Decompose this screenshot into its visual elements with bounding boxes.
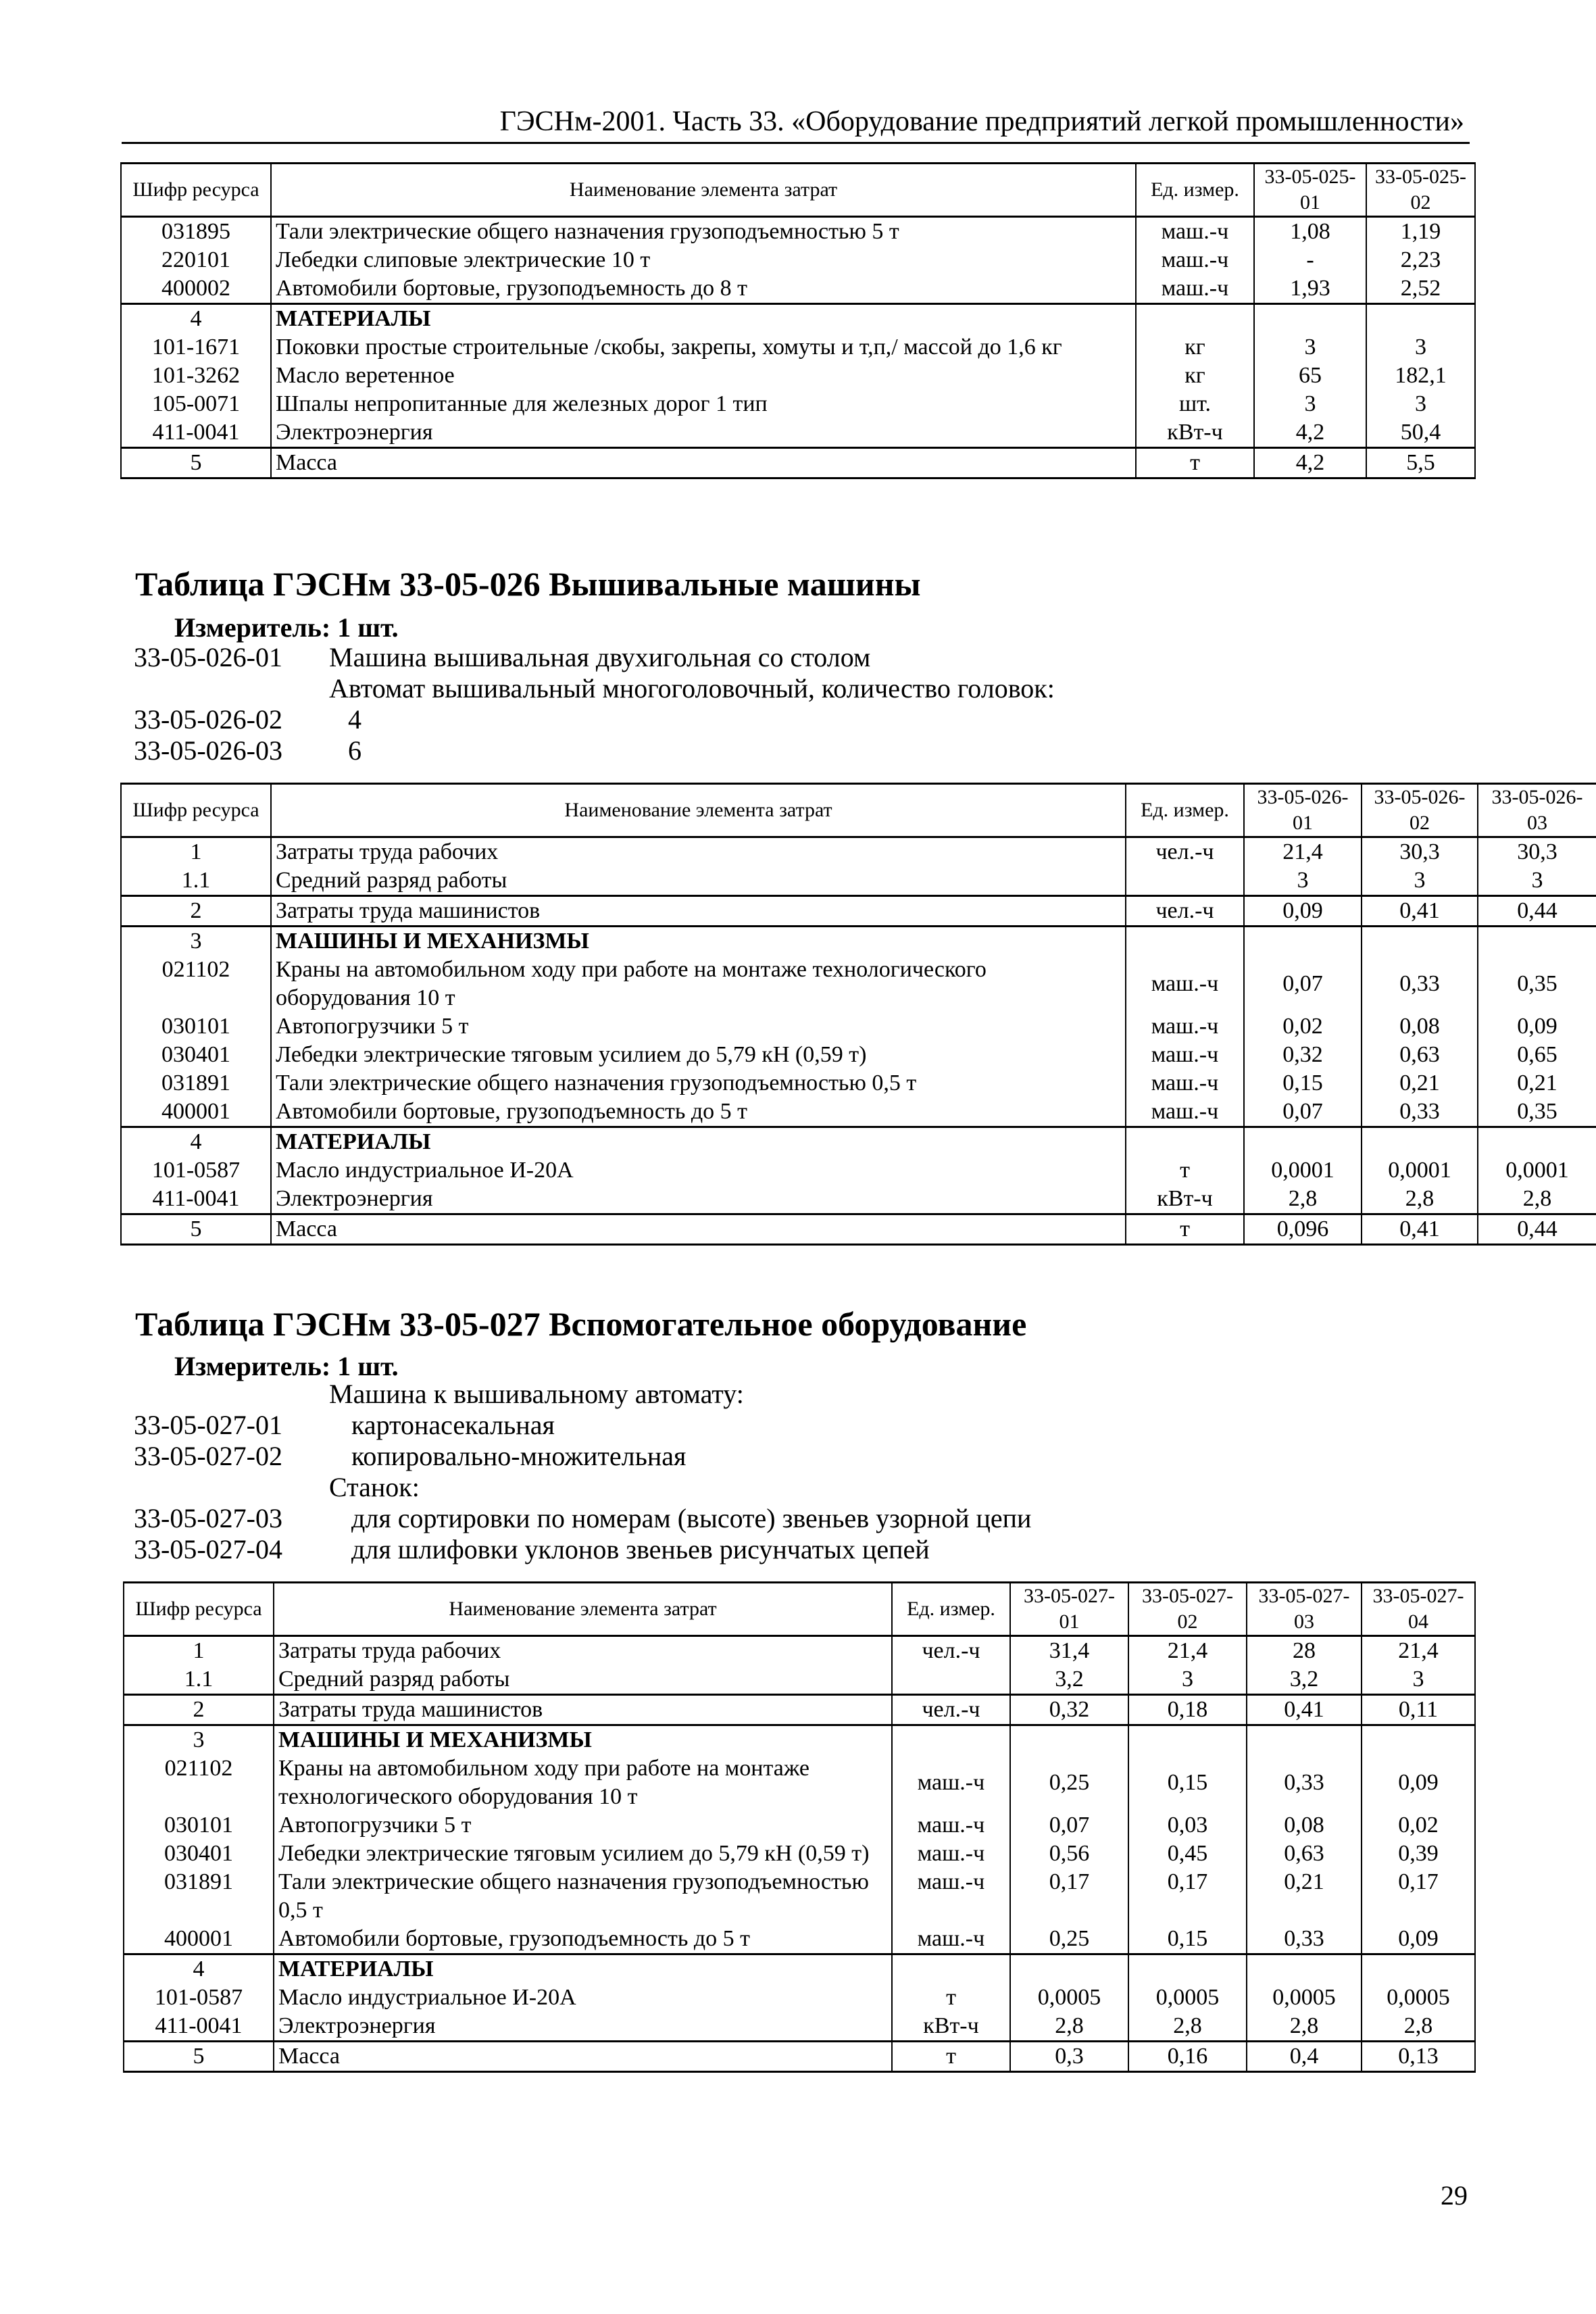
- cell-value: 0,17: [1010, 1868, 1128, 1925]
- cell-code: 1.1: [121, 866, 271, 896]
- table-row-section: [121, 927, 1596, 956]
- cell-value: 1,93: [1254, 274, 1366, 304]
- cell-unit: чел.-ч: [1126, 837, 1244, 867]
- cell-value: [1247, 1954, 1362, 1984]
- cell-value: 1,19: [1366, 217, 1475, 247]
- cell-value: 0,21: [1362, 1069, 1478, 1098]
- page-number: 29: [1441, 2180, 1468, 2211]
- table-row: [124, 1840, 1475, 1868]
- variant-code: 33-05-026-01: [134, 642, 282, 672]
- cell-value: 5,5: [1366, 448, 1475, 478]
- cell-value: 0,33: [1247, 1925, 1362, 1954]
- cell-name: Поковки простые строительные /скобы, закрепы, хомуты и т,п,/ массой до 1,6 кг: [271, 333, 1136, 362]
- table-row: [121, 1185, 1596, 1214]
- cell-value: 0,33: [1362, 956, 1478, 1012]
- variant-text: 6: [348, 735, 361, 766]
- cell-value: 0,0005: [1128, 1984, 1247, 2012]
- variant-text: Машина вышивальная двухигольная со столом: [329, 642, 871, 672]
- variant-text: копировально-множительная: [351, 1441, 687, 1471]
- cell-value: 0,08: [1362, 1012, 1478, 1041]
- table-row: [121, 390, 1475, 418]
- header-cell-unit: Ед. измер.: [1136, 164, 1254, 217]
- cell-value: 2,8: [1244, 1185, 1362, 1214]
- cell-code: 411-0041: [121, 1185, 271, 1214]
- cell-value: 0,32: [1244, 1041, 1362, 1069]
- variant-code: 33-05-026-03: [134, 735, 282, 766]
- table-row: [124, 1925, 1475, 1954]
- cell-value: 0,45: [1128, 1840, 1247, 1868]
- cell-code: 031891: [121, 1069, 271, 1098]
- table-33-05-025: [120, 162, 1476, 479]
- cell-value: 21,4: [1362, 1636, 1475, 1666]
- cell-code: 030401: [121, 1041, 271, 1069]
- header-cell-code: Шифр ресурса: [121, 784, 271, 837]
- cell-name: Краны на автомобильном ходу при работе на монтаже технологического оборудования 10 т: [274, 1754, 892, 1811]
- variant-code: 33-05-027-01: [134, 1410, 282, 1440]
- variant-text: картонасекальная: [351, 1410, 555, 1440]
- cell-code: 2: [121, 896, 271, 927]
- cell-value: 3: [1366, 390, 1475, 418]
- cell-code: 2: [124, 1695, 274, 1725]
- cell-value: 0,35: [1478, 956, 1596, 1012]
- cell-value: 0,32: [1010, 1695, 1128, 1725]
- cell-value: 3: [1478, 866, 1596, 896]
- cell-value: 21,4: [1128, 1636, 1247, 1666]
- cell-name: Электроэнергия: [271, 1185, 1126, 1214]
- cell-value: 0,13: [1362, 2042, 1475, 2072]
- table-row: [124, 1636, 1475, 1666]
- cell-unit: кВт-ч: [1126, 1185, 1244, 1214]
- table-row: [124, 1811, 1475, 1840]
- running-header: [122, 101, 1470, 144]
- cell-value: [1366, 304, 1475, 334]
- cell-value: 0,41: [1362, 896, 1478, 927]
- cell-code: 1.1: [124, 1665, 274, 1695]
- cell-value: 3,2: [1010, 1665, 1128, 1695]
- table-row: [124, 1665, 1475, 1695]
- table-header-row: [121, 164, 1475, 217]
- cell-value: 0,17: [1128, 1868, 1247, 1925]
- section-heading: МАТЕРИАЛЫ: [271, 1127, 1126, 1157]
- cell-value: 0,08: [1247, 1811, 1362, 1840]
- cell-code: 101-0587: [124, 1984, 274, 2012]
- cell-code: 400001: [124, 1925, 274, 1954]
- table-33-05-026: [120, 783, 1596, 1246]
- cell-unit: [1126, 927, 1244, 956]
- cell-unit: маш.-ч: [892, 1811, 1010, 1840]
- variant-text: Машина к вышивальному автомату:: [329, 1379, 744, 1409]
- cell-value: [1010, 1954, 1128, 1984]
- cell-value: 2,8: [1362, 2012, 1475, 2042]
- cell-value: 0,21: [1478, 1069, 1596, 1098]
- cell-value: 28: [1247, 1636, 1362, 1666]
- cell-code: 3: [121, 927, 271, 956]
- cell-code: 030401: [124, 1840, 274, 1868]
- table-row-section: [124, 1954, 1475, 1984]
- cell-value: 0,0001: [1362, 1156, 1478, 1185]
- cell-unit: маш.-ч: [1126, 1012, 1244, 1041]
- cell-code: 030101: [121, 1012, 271, 1041]
- cell-value: 0,63: [1247, 1840, 1362, 1868]
- cell-name: Автомобили бортовые, грузоподъемность до 5 т: [274, 1925, 892, 1954]
- cell-value: 30,3: [1478, 837, 1596, 867]
- table-row: [121, 1012, 1596, 1041]
- cell-value: 0,02: [1362, 1811, 1475, 1840]
- cell-value: 0,15: [1128, 1925, 1247, 1954]
- cell-name: Масса: [274, 2042, 892, 2072]
- cell-value: 31,4: [1010, 1636, 1128, 1666]
- table-row: [121, 418, 1475, 448]
- cell-unit: маш.-ч: [892, 1868, 1010, 1925]
- cell-value: 182,1: [1366, 362, 1475, 390]
- section-heading: МАШИНЫ И МЕХАНИЗМЫ: [274, 1725, 892, 1755]
- header-cell-col1: 33-05-026-01: [1244, 784, 1362, 837]
- cell-name: Масло веретенное: [271, 362, 1136, 390]
- cell-value: [1010, 1725, 1128, 1755]
- cell-code: 1: [124, 1636, 274, 1666]
- cell-value: 4,2: [1254, 418, 1366, 448]
- table-row: [121, 217, 1475, 247]
- cell-name: Краны на автомобильном ходу при работе на монтаже технологического оборудования 10 т: [271, 956, 1126, 1012]
- cell-unit: [892, 1954, 1010, 1984]
- cell-value: 3: [1254, 390, 1366, 418]
- cell-value: 0,17: [1362, 1868, 1475, 1925]
- cell-value: 3: [1362, 1665, 1475, 1695]
- cell-name: Затраты труда машинистов: [271, 896, 1126, 927]
- variant-code: 33-05-026-02: [134, 704, 282, 735]
- table-row: [121, 896, 1596, 927]
- cell-code: 021102: [124, 1754, 274, 1811]
- cell-unit: маш.-ч: [1126, 1069, 1244, 1098]
- cell-unit: маш.-ч: [892, 1840, 1010, 1868]
- cell-name: Автомобили бортовые, грузоподъемность до 5 т: [271, 1098, 1126, 1127]
- cell-value: 50,4: [1366, 418, 1475, 448]
- cell-code: 4: [121, 1127, 271, 1157]
- variant-text: для шлифовки уклонов звеньев рисунчатых цепей: [351, 1534, 930, 1565]
- cell-unit: т: [1126, 1214, 1244, 1245]
- cell-value: [1247, 1725, 1362, 1755]
- table-33-05-027: [123, 1581, 1476, 2073]
- table-row-section: [121, 304, 1475, 334]
- cell-value: -: [1254, 246, 1366, 274]
- cell-value: 0,03: [1128, 1811, 1247, 1840]
- cell-unit: [1136, 304, 1254, 334]
- cell-value: 3: [1254, 333, 1366, 362]
- section-heading: МАТЕРИАЛЫ: [274, 1954, 892, 1984]
- cell-value: 0,09: [1362, 1925, 1475, 1954]
- cell-unit: маш.-ч: [1136, 246, 1254, 274]
- cell-code: 1: [121, 837, 271, 867]
- cell-value: 0,0005: [1010, 1984, 1128, 2012]
- table-row: [121, 362, 1475, 390]
- header-cell-unit: Ед. измер.: [892, 1583, 1010, 1636]
- variant-code: 33-05-027-03: [134, 1503, 282, 1533]
- cell-unit: кВт-ч: [1136, 418, 1254, 448]
- cell-value: [1478, 1127, 1596, 1157]
- cell-name: Автомобили бортовые, грузоподъемность до 8 т: [271, 274, 1136, 304]
- cell-value: 2,8: [1362, 1185, 1478, 1214]
- cell-value: 0,39: [1362, 1840, 1475, 1868]
- cell-value: 0,44: [1478, 1214, 1596, 1245]
- cell-value: 1,08: [1254, 217, 1366, 247]
- cell-name: Средний разряд работы: [274, 1665, 892, 1695]
- cell-value: [1128, 1725, 1247, 1755]
- cell-value: 0,02: [1244, 1012, 1362, 1041]
- table-header-row: [121, 784, 1596, 837]
- cell-unit: [892, 1725, 1010, 1755]
- cell-unit: маш.-ч: [1126, 956, 1244, 1012]
- section-heading: МАТЕРИАЛЫ: [271, 304, 1136, 334]
- cell-value: [1128, 1954, 1247, 1984]
- cell-code: 411-0041: [121, 418, 271, 448]
- cell-name: Масло индустриальное И-20А: [274, 1984, 892, 2012]
- table-row: [121, 1156, 1596, 1185]
- cell-value: [1362, 1954, 1475, 1984]
- table-row-total: [121, 448, 1475, 478]
- cell-unit: маш.-ч: [1136, 274, 1254, 304]
- cell-value: 0,25: [1010, 1754, 1128, 1811]
- cell-unit: [892, 1665, 1010, 1695]
- table-title-027: Таблица ГЭСНм 33-05-027 Вспомогательное оборудование: [135, 1305, 1027, 1343]
- header-cell-col2: 33-05-026-02: [1362, 784, 1478, 837]
- cell-unit: чел.-ч: [892, 1636, 1010, 1666]
- table-header-row: [124, 1583, 1475, 1636]
- cell-value: 0,15: [1128, 1754, 1247, 1811]
- cell-code: 5: [121, 448, 271, 478]
- cell-value: 0,3: [1010, 2042, 1128, 2072]
- cell-value: 0,096: [1244, 1214, 1362, 1245]
- header-cell-code: Шифр ресурса: [124, 1583, 274, 1636]
- cell-unit: маш.-ч: [1126, 1098, 1244, 1127]
- variant-code: 33-05-027-02: [134, 1441, 282, 1471]
- cell-value: 0,21: [1247, 1868, 1362, 1925]
- cell-value: 0,65: [1478, 1041, 1596, 1069]
- table-row: [124, 2012, 1475, 2042]
- cell-value: 3: [1366, 333, 1475, 362]
- cell-value: 3: [1362, 866, 1478, 896]
- cell-name: Электроэнергия: [274, 2012, 892, 2042]
- cell-value: 0,41: [1362, 1214, 1478, 1245]
- cell-code: 031895: [121, 217, 271, 247]
- cell-unit: т: [1136, 448, 1254, 478]
- cell-value: 0,33: [1247, 1754, 1362, 1811]
- cell-value: 2,8: [1010, 2012, 1128, 2042]
- cell-code: 400001: [121, 1098, 271, 1127]
- table-row: [121, 1041, 1596, 1069]
- cell-name: Шпалы непропитанные для железных дорог 1 тип: [271, 390, 1136, 418]
- cell-value: 2,8: [1247, 2012, 1362, 2042]
- cell-value: 0,07: [1244, 1098, 1362, 1127]
- cell-code: 5: [121, 1214, 271, 1245]
- header-cell-col3: 33-05-027-03: [1247, 1583, 1362, 1636]
- cell-name: Лебедки электрические тяговым усилием до 5,79 кН (0,59 т): [274, 1840, 892, 1868]
- cell-code: 411-0041: [124, 2012, 274, 2042]
- cell-value: [1254, 304, 1366, 334]
- header-cell-code: Шифр ресурса: [121, 164, 271, 217]
- cell-unit: [1126, 1127, 1244, 1157]
- cell-value: 0,07: [1010, 1811, 1128, 1840]
- cell-value: 0,11: [1362, 1695, 1475, 1725]
- table-row-total: [121, 1214, 1596, 1245]
- cell-code: 4: [121, 304, 271, 334]
- header-cell-name: Наименование элемента затрат: [271, 164, 1136, 217]
- cell-value: 0,25: [1010, 1925, 1128, 1954]
- cell-value: 0,44: [1478, 896, 1596, 927]
- table-row-section: [124, 1725, 1475, 1755]
- cell-name: Лебедки слиповые электрические 10 т: [271, 246, 1136, 274]
- cell-value: 0,56: [1010, 1840, 1128, 1868]
- table-row: [121, 1069, 1596, 1098]
- cell-value: 21,4: [1244, 837, 1362, 867]
- cell-name: Масса: [271, 448, 1136, 478]
- cell-name: Затраты труда рабочих: [271, 837, 1126, 867]
- cell-unit: кВт-ч: [892, 2012, 1010, 2042]
- measure-027: Измеритель: 1 шт.: [174, 1351, 399, 1381]
- cell-code: 4: [124, 1954, 274, 1984]
- header-cell-name: Наименование элемента затрат: [274, 1583, 892, 1636]
- cell-name: Автопогрузчики 5 т: [271, 1012, 1126, 1041]
- cell-unit: [1126, 866, 1244, 896]
- cell-unit: кг: [1136, 333, 1254, 362]
- cell-unit: кг: [1136, 362, 1254, 390]
- cell-unit: маш.-ч: [1136, 217, 1254, 247]
- cell-value: 0,16: [1128, 2042, 1247, 2072]
- cell-name: Средний разряд работы: [271, 866, 1126, 896]
- running-title: ГЭСНм-2001. Часть 33. «Оборудование предприятий легкой промышленности»: [499, 106, 1464, 137]
- cell-value: [1362, 1725, 1475, 1755]
- table-row: [121, 866, 1596, 896]
- cell-value: 0,35: [1478, 1098, 1596, 1127]
- cell-value: 0,4: [1247, 2042, 1362, 2072]
- header-cell-col2: 33-05-025-02: [1366, 164, 1475, 217]
- measure-026: Измеритель: 1 шт.: [174, 612, 399, 643]
- cell-unit: шт.: [1136, 390, 1254, 418]
- cell-value: 0,33: [1362, 1098, 1478, 1127]
- cell-value: 2,8: [1478, 1185, 1596, 1214]
- cell-code: 5: [124, 2042, 274, 2072]
- section-heading: МАШИНЫ И МЕХАНИЗМЫ: [271, 927, 1126, 956]
- cell-unit: т: [1126, 1156, 1244, 1185]
- cell-value: [1244, 1127, 1362, 1157]
- cell-value: 0,07: [1244, 956, 1362, 1012]
- cell-unit: чел.-ч: [892, 1695, 1010, 1725]
- cell-name: Тали электрические общего назначения грузоподъемностью 5 т: [271, 217, 1136, 247]
- cell-name: Масса: [271, 1214, 1126, 1245]
- header-cell-col3: 33-05-026-03: [1478, 784, 1596, 837]
- cell-unit: маш.-ч: [1126, 1041, 1244, 1069]
- table-row-total: [124, 2042, 1475, 2072]
- table-row-section: [121, 1127, 1596, 1157]
- cell-unit: маш.-ч: [892, 1925, 1010, 1954]
- cell-value: 30,3: [1362, 837, 1478, 867]
- cell-name: Тали электрические общего назначения грузоподъемностью 0,5 т: [271, 1069, 1126, 1098]
- cell-code: 101-0587: [121, 1156, 271, 1185]
- cell-value: 0,09: [1478, 1012, 1596, 1041]
- cell-value: 3,2: [1247, 1665, 1362, 1695]
- cell-value: 4,2: [1254, 448, 1366, 478]
- header-cell-name: Наименование элемента затрат: [271, 784, 1126, 837]
- header-cell-col1: 33-05-025-01: [1254, 164, 1366, 217]
- cell-value: 0,09: [1244, 896, 1362, 927]
- cell-code: 220101: [121, 246, 271, 274]
- cell-unit: т: [892, 1984, 1010, 2012]
- variant-text: 4: [348, 704, 361, 735]
- header-cell-unit: Ед. измер.: [1126, 784, 1244, 837]
- cell-name: Автопогрузчики 5 т: [274, 1811, 892, 1840]
- cell-code: 101-1671: [121, 333, 271, 362]
- cell-value: 2,8: [1128, 2012, 1247, 2042]
- cell-value: 2,23: [1366, 246, 1475, 274]
- cell-value: 0,0001: [1478, 1156, 1596, 1185]
- cell-code: 021102: [121, 956, 271, 1012]
- cell-value: [1244, 927, 1362, 956]
- cell-value: 0,41: [1247, 1695, 1362, 1725]
- cell-value: 0,0005: [1247, 1984, 1362, 2012]
- table-row: [124, 1984, 1475, 2012]
- variant-text: Станок:: [329, 1472, 420, 1502]
- cell-code: 031891: [124, 1868, 274, 1925]
- cell-name: Затраты труда рабочих: [274, 1636, 892, 1666]
- cell-code: 400002: [121, 274, 271, 304]
- cell-value: [1362, 927, 1478, 956]
- cell-code: 030101: [124, 1811, 274, 1840]
- cell-code: 105-0071: [121, 390, 271, 418]
- variant-text: Автомат вышивальный многоголовочный, количество головок:: [329, 673, 1055, 704]
- cell-value: [1362, 1127, 1478, 1157]
- table-row: [121, 333, 1475, 362]
- table-row: [124, 1868, 1475, 1925]
- cell-unit: маш.-ч: [892, 1754, 1010, 1811]
- cell-unit: чел.-ч: [1126, 896, 1244, 927]
- table-row: [121, 246, 1475, 274]
- cell-code: 3: [124, 1725, 274, 1755]
- cell-value: [1478, 927, 1596, 956]
- cell-value: 0,63: [1362, 1041, 1478, 1069]
- cell-value: 2,52: [1366, 274, 1475, 304]
- table-row: [121, 956, 1596, 1012]
- table-row: [121, 1098, 1596, 1127]
- table-row: [121, 274, 1475, 304]
- table-title-026: Таблица ГЭСНм 33-05-026 Вышивальные машины: [135, 565, 921, 603]
- cell-name: Лебедки электрические тяговым усилием до 5,79 кН (0,59 т): [271, 1041, 1126, 1069]
- table-row: [124, 1695, 1475, 1725]
- variant-code: 33-05-027-04: [134, 1534, 282, 1565]
- cell-value: 0,0005: [1362, 1984, 1475, 2012]
- cell-value: 65: [1254, 362, 1366, 390]
- cell-name: Электроэнергия: [271, 418, 1136, 448]
- cell-value: 0,15: [1244, 1069, 1362, 1098]
- cell-unit: т: [892, 2042, 1010, 2072]
- table-row: [124, 1754, 1475, 1811]
- cell-name: Затраты труда машинистов: [274, 1695, 892, 1725]
- cell-value: 3: [1128, 1665, 1247, 1695]
- cell-value: 0,09: [1362, 1754, 1475, 1811]
- header-cell-col1: 33-05-027-01: [1010, 1583, 1128, 1636]
- cell-code: 101-3262: [121, 362, 271, 390]
- header-cell-col4: 33-05-027-04: [1362, 1583, 1475, 1636]
- cell-value: 0,0001: [1244, 1156, 1362, 1185]
- cell-value: 3: [1244, 866, 1362, 896]
- variant-text: для сортировки по номерам (высоте) звеньев узорной цепи: [351, 1503, 1032, 1533]
- header-cell-col2: 33-05-027-02: [1128, 1583, 1247, 1636]
- cell-name: Масло индустриальное И-20А: [271, 1156, 1126, 1185]
- cell-name: Тали электрические общего назначения грузоподъемностью 0,5 т: [274, 1868, 892, 1925]
- cell-value: 0,18: [1128, 1695, 1247, 1725]
- table-row: [121, 837, 1596, 867]
